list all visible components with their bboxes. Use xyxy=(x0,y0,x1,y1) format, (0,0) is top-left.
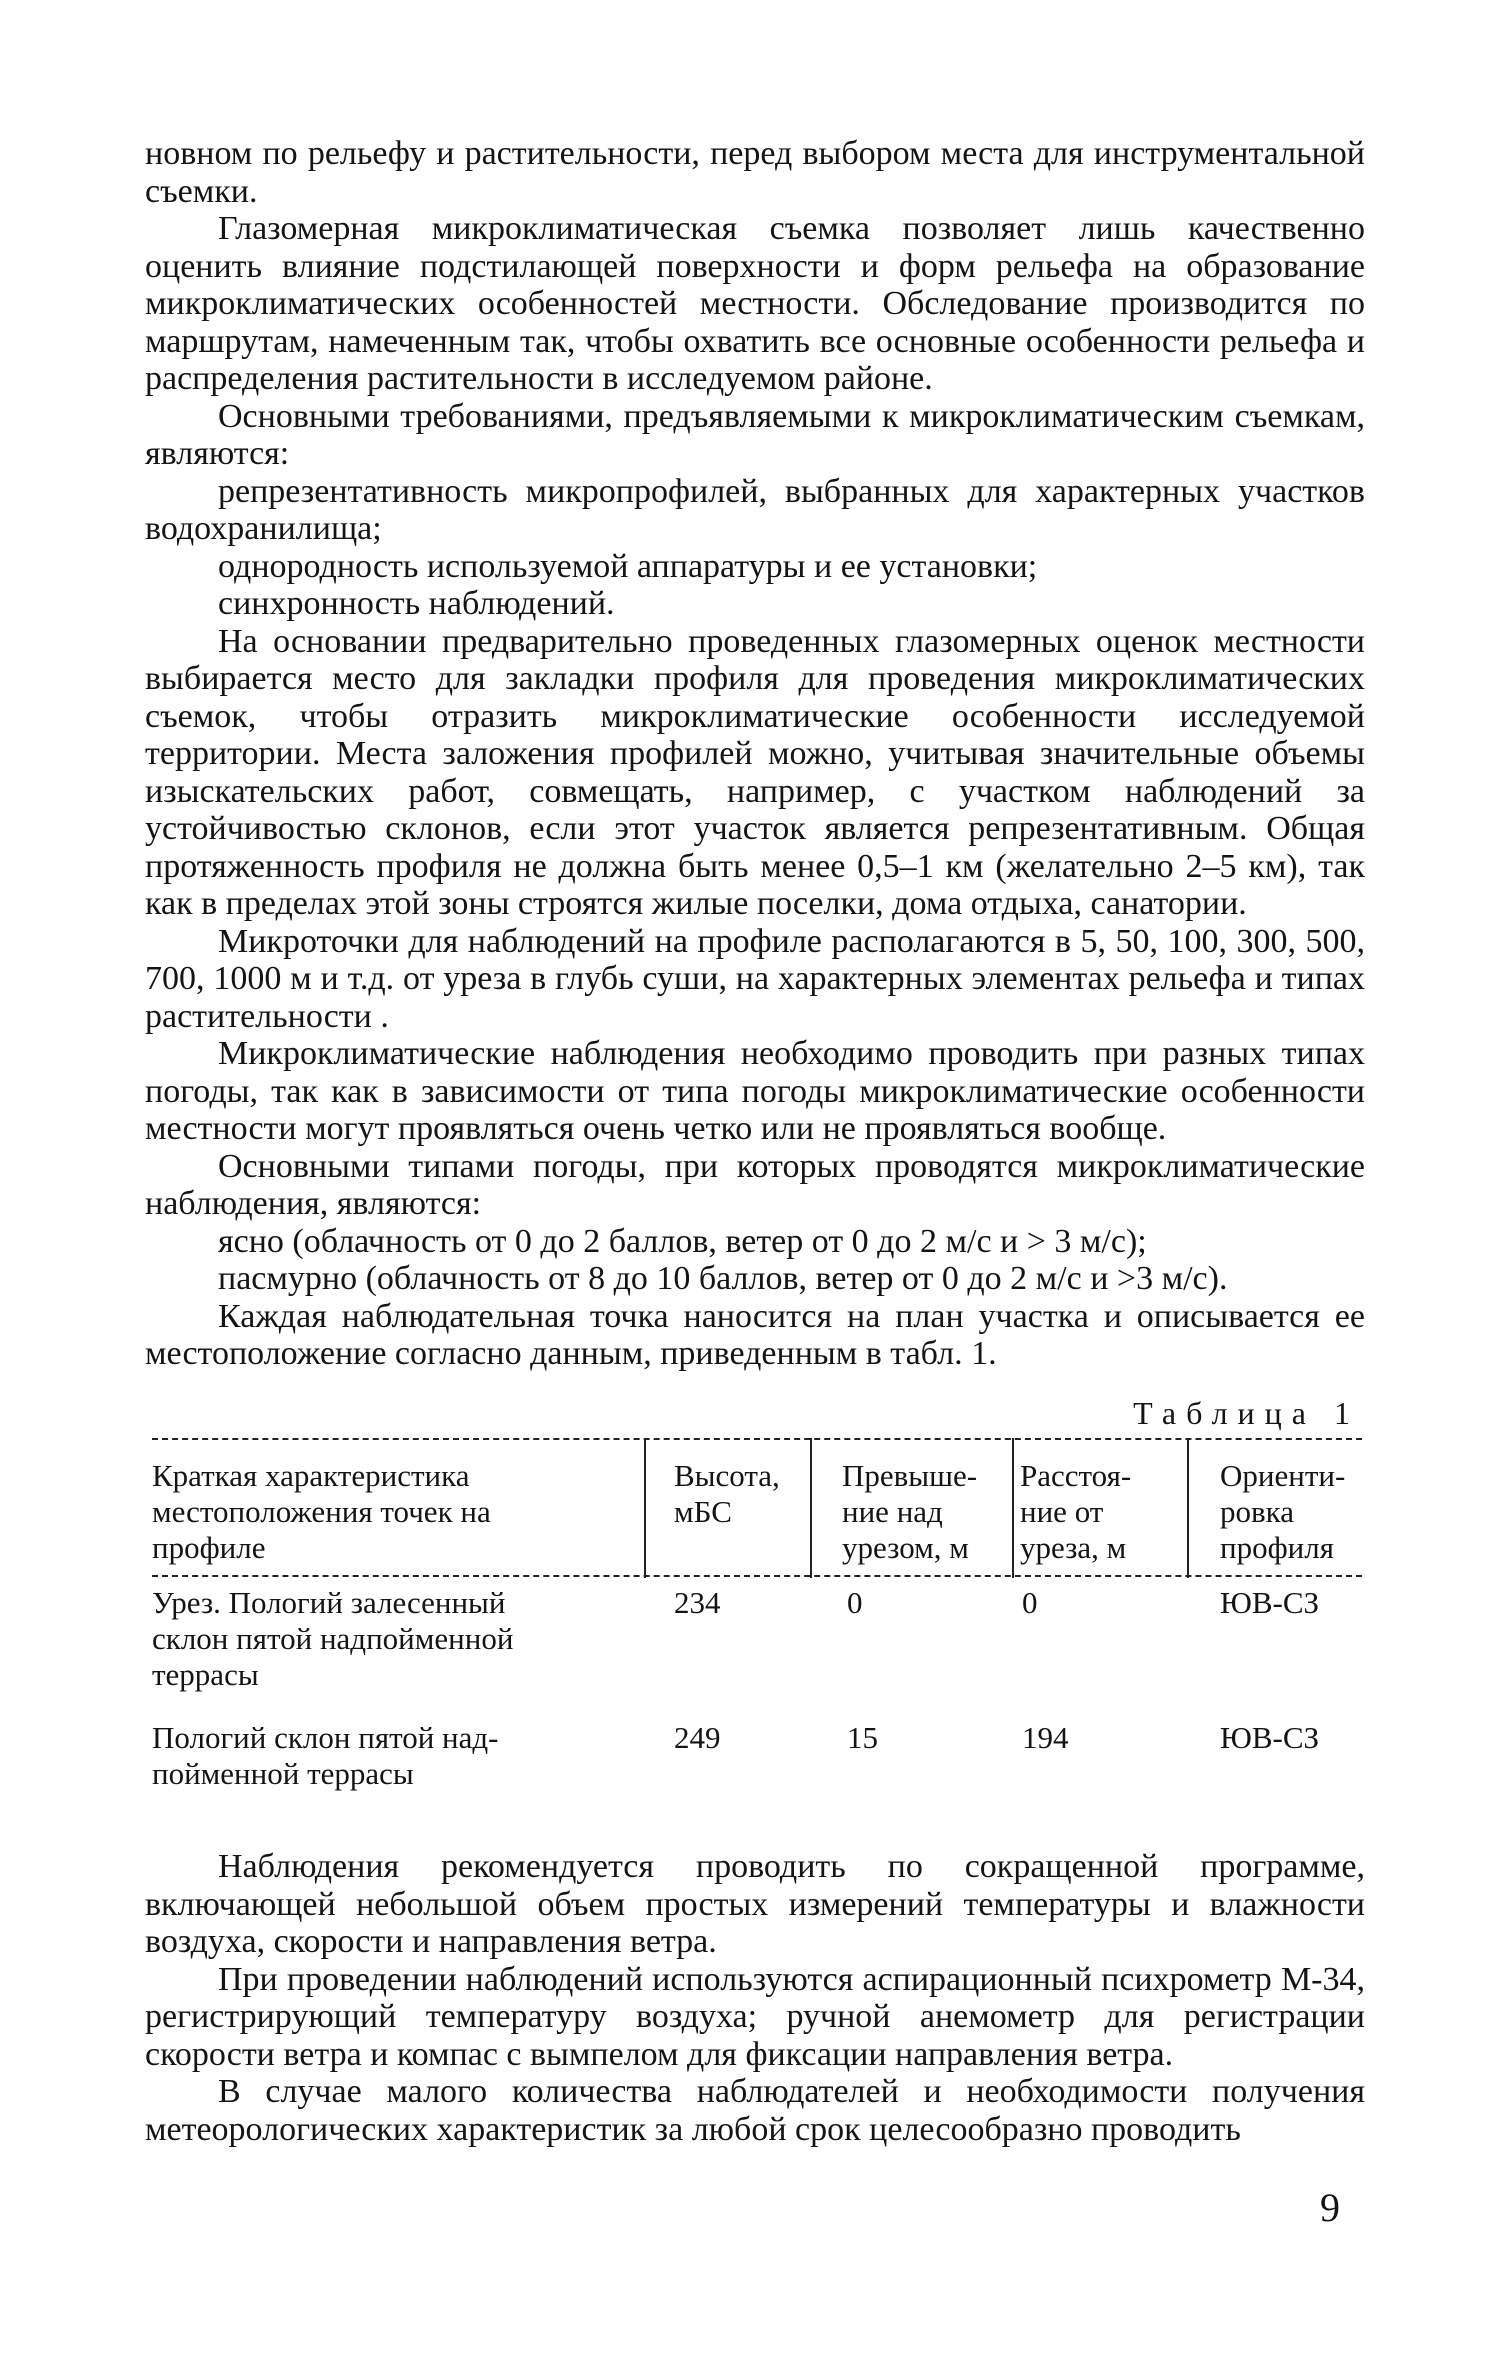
list-item: пасмурно (облачность от 8 до 10 баллов, ветер от 0 до 2 м/с и >3 м/с). xyxy=(218,1260,1228,1297)
header-height: Высота, мБС xyxy=(674,1458,780,1529)
header-elevation: Превыше- ние над урезом, м xyxy=(842,1458,978,1565)
header-distance: Расстоя- ние от уреза, м xyxy=(1020,1458,1132,1565)
paragraph: Наблюдения рекомендуется проводить по сокращенной программе, включающей небольшой объем простых измерений температуры и влажности воздуха, скорости и направления ветра. xyxy=(145,1848,1365,1960)
table-rule-header xyxy=(152,1575,1362,1577)
paragraph: Микроточки для наблюдений на профиле располагаются в 5, 50, 100, 300, 500, 700, 1000 м и т.д. от уреза в глубь суши, на характерных элементах рельефа и типах растительности . xyxy=(145,922,1365,1035)
paragraph: Каждая наблюдательная точка наносится на план участка и описывается ее местоположение согласно данным, приведенным в табл. 1. xyxy=(145,1297,1365,1372)
paragraph: новном по рельефу и растительности, перед выбором места для инструментальной съемки. xyxy=(145,135,1365,210)
paragraph: На основании предварительно проведенных глазомерных оценок местности выбирается место для закладки профиля для проведения микроклиматических съемок, чтобы отразить микроклиматические особенности исследуемой территории. Места заложения профилей можно, учитывая значительные объемы изыскательских работ, совмещать, например, с участком наблюдений за устойчивостью склонов, если этот участок является репрезентативным. Общая протяженность профиля не должна быть менее 0,5–1 км (желательно 2–5 км), так как в пределах этой зоны строятся жилые поселки, дома отдыха, санатории. xyxy=(145,622,1365,922)
header-orientation: Ориенти- ровка профиля xyxy=(1220,1458,1346,1565)
table-column-divider xyxy=(1187,1438,1189,1578)
cell-height: 234 xyxy=(674,1585,721,1620)
cell-distance: 0 xyxy=(1022,1585,1038,1620)
page-number: 9 xyxy=(1320,2185,1340,2230)
table-row: Пологий склон пятой над- пойменной террасы xyxy=(152,1720,499,1791)
header-description: Краткая характеристика местоположения точек на профиле xyxy=(152,1458,491,1565)
paragraph: Микроклиматические наблюдения необходимо проводить при разных типах погоды, так как в зависимости от типа погоды микроклиматические особенности местности могут проявляться очень четко или не проявляться вообще. xyxy=(145,1035,1365,1147)
paragraph: При проведении наблюдений используются аспирационный психрометр М-34, регистрирующий температуру воздуха; ручной анемометр для регистрации скорости ветра и компас с вымпелом для фиксации направления ветра. xyxy=(145,1960,1365,2073)
cell-distance: 194 xyxy=(1022,1720,1069,1755)
cell-height: 249 xyxy=(674,1720,721,1755)
paragraph: Основными требованиями, предъявляемыми к микроклиматическим съемкам, являются: xyxy=(145,397,1365,472)
paragraph: В случае малого количества наблюдателей и необходимости получения метеорологических характеристик за любой срок целесообразно проводить xyxy=(145,2073,1365,2148)
paragraph: Глазомерная микроклиматическая съемка позволяет лишь качественно оценить влияние подстилающей поверхности и форм рельефа на образование микроклиматических особенностей местности. Обследование производится по маршрутам, намеченным так, чтобы охватить все основные особенности рельефа и распределения растительности в исследуемом районе. xyxy=(145,210,1365,397)
table-column-divider xyxy=(810,1438,812,1578)
list-item: однородность используемой аппаратуры и ее установки; xyxy=(218,547,1038,585)
table-column-divider xyxy=(1012,1438,1014,1578)
list-item: ясно (облачность от 0 до 2 баллов, ветер от 0 до 2 м/с и > 3 м/с); xyxy=(218,1222,1147,1260)
cell-orientation: ЮВ-СЗ xyxy=(1220,1720,1320,1755)
text-block-bottom xyxy=(145,1848,1365,2148)
cell-elevation: 0 xyxy=(847,1585,863,1620)
table-row: Урез. Пологий залесенный склон пятой надпойменной террасы xyxy=(152,1585,514,1692)
table-rule-top xyxy=(152,1438,1362,1440)
cell-orientation: ЮВ-СЗ xyxy=(1220,1585,1320,1620)
paragraph: Основными типами погоды, при которых проводятся микроклиматические наблюдения, являются: xyxy=(145,1147,1365,1222)
text-block-top xyxy=(145,135,1365,1373)
table-caption: Таблица 1 xyxy=(1133,1395,1360,1431)
list-item: синхронность наблюдений. xyxy=(218,585,615,622)
table-column-divider xyxy=(644,1438,646,1578)
cell-elevation: 15 xyxy=(847,1720,878,1755)
paragraph: репрезентативность микропрофилей, выбранных для характерных участков водохранилища; xyxy=(145,472,1365,547)
